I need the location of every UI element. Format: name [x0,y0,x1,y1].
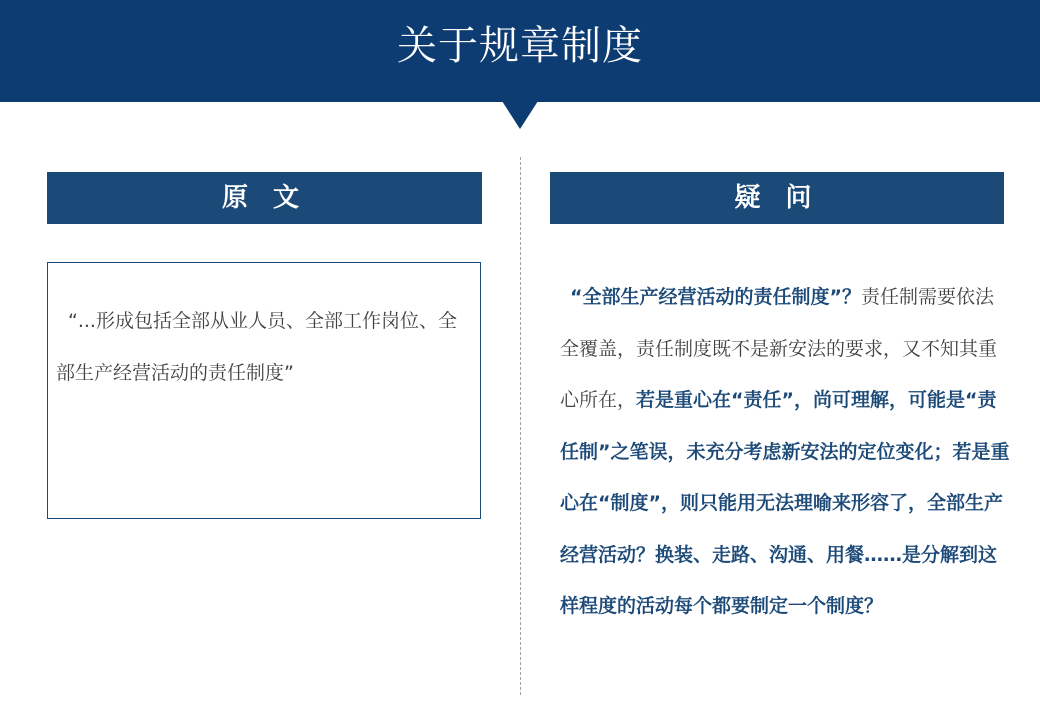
title-banner [0,0,1040,102]
question-text [560,272,1012,633]
column-divider [520,157,521,695]
question-header: 疑 问 [550,172,1004,224]
question-segment-3: 若是重心在“责任”，尚可理解，可能是“责任制”之笔误，未充分考虑新安法的定位变化；若是重心在“制度”，则只能用无法理喻来形容了，全部生产经营活动？换装、走路、沟通、用餐……是分解到这样程度的活动每个都要制定一个制度？ [560,389,1010,617]
original-text-header: 原 文 [47,172,482,224]
slide-title: 关于规章制度 [397,23,643,69]
original-quote-box [47,262,481,519]
original-quote-text: “...形成包括全部从业人员、全部工作岗位、全部生产经营活动的责任制度” [56,310,457,384]
question-segment-1: “全部生产经营活动的责任制度”？ [570,286,861,308]
question-segment-2: 责任制需要依法全覆盖，责任制度既不是新安法的要求，又不知其重心所在， [560,286,998,411]
title-pointer [502,101,538,129]
